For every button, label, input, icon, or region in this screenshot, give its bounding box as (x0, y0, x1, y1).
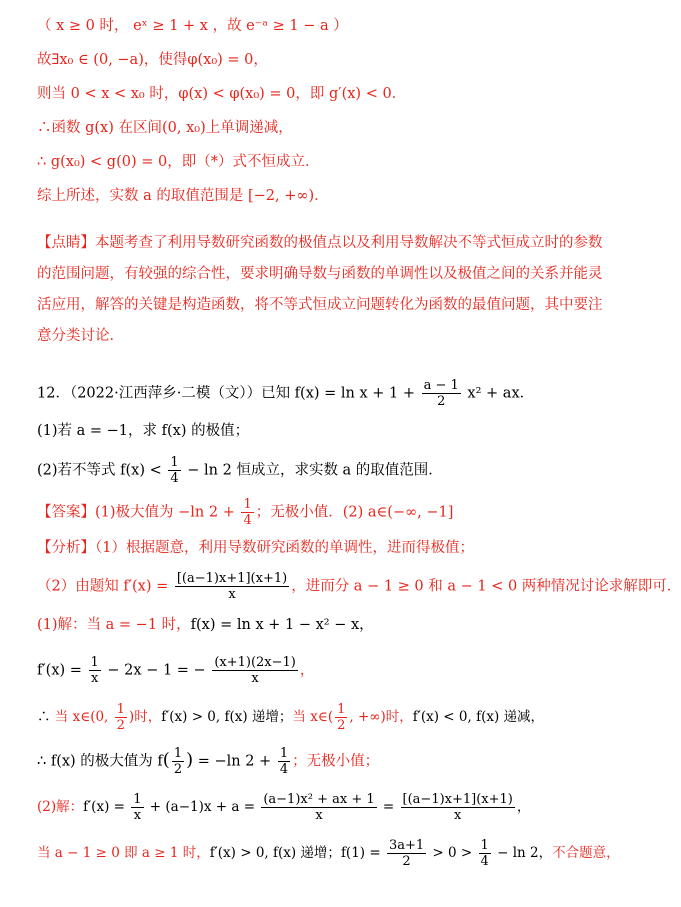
frac-den: x (91, 671, 99, 686)
answer-prefix: 【答案】(1)极大值为 −ln 2 + (37, 504, 240, 521)
frac-num: [(a−1)x+1](x+1) (176, 571, 288, 586)
case-fraction-2 (479, 838, 491, 869)
analysis-2-suffix: ，进而分 a − 1 ≥ 0 和 a − 1 < 0 两种情况讨论求解即可． (291, 578, 681, 595)
not-hold-text: ∴ g(x₀) < g(0) = 0，即（*）式不恒成立． (37, 154, 320, 170)
exists-x0-text: 故∃x₀ ∈ (0, −a)，使得φ(x₀) = 0， (37, 52, 268, 68)
line-conclusion (37, 186, 612, 206)
frac-den: 2 (173, 762, 183, 777)
frac-num: 1 (116, 702, 125, 717)
case-a-ge-1-line (37, 838, 620, 869)
frac-num: [(a−1)x+1](x+1) (402, 792, 513, 807)
solution-2-prefix: f′(x) = (83, 799, 130, 815)
line-decreasing (37, 118, 612, 138)
line-derivative-negative (37, 84, 612, 104)
frac-den: 2 (437, 394, 446, 409)
answer-fraction (241, 497, 253, 528)
sub-question-2 (37, 455, 612, 486)
answer-line (37, 497, 612, 528)
interval-1-end: )时， (128, 709, 162, 725)
frac-num: 1 (337, 702, 346, 717)
frac-den: 4 (243, 513, 252, 528)
decreasing-text: ∴函数 g(x) 在区间(0, x₀)上单调递减， (37, 120, 293, 136)
question-12-prefix: 12．（2022·江西萍乡·二模（文））已知 f(x) = ln x + 1 + (37, 385, 420, 402)
max-value-fraction-2 (278, 746, 290, 777)
solution-2-eq: = (378, 799, 399, 815)
frac-num: 1 (170, 455, 179, 470)
paren-open: ( (162, 749, 170, 771)
max-value-mid: = −ln 2 + (193, 753, 276, 770)
frac-num: a − 1 (423, 378, 459, 393)
interval-2-fraction (335, 702, 347, 733)
max-value-line (37, 746, 612, 777)
case-increasing: f′(x) > 0, f(x) 递增； (209, 845, 341, 861)
max-value-prefix: ∴ f(x) 的极大值为 f (37, 753, 163, 770)
sub-question-1-text: (1)若 a = −1，求 f(x) 的极值； (37, 423, 250, 439)
conclusion-text: 综上所述，实数 a 的取值范围是 [−2, +∞)． (37, 188, 329, 204)
frac-den: x (133, 808, 142, 823)
case-compare: > 0 > (428, 845, 477, 861)
analysis-line-1 (37, 538, 612, 558)
derivative-mid: − 2x − 1 = − (102, 662, 211, 679)
frac-den: x (228, 587, 236, 602)
case-f1-prefix: f(1) = (340, 845, 385, 861)
solution-derivative-line (37, 655, 612, 686)
frac-num: 1 (243, 497, 252, 512)
solution-2-fraction-3 (401, 792, 515, 823)
exp-inequality-text: （ x ≥ 0 时， eˣ ≥ 1 + x ，故 e⁻ᵃ ≥ 1 − a ） (37, 18, 348, 34)
frac-num: 1 (480, 838, 489, 853)
frac-den: 2 (337, 718, 346, 733)
comment-text: 【点睛】本题考查了利用导数研究函数的极值点以及利用导数解决不等式恒成立时的参数的范围问题，有较强的综合性，要求明确导数与函数的单调性以及极值之间的关系并能灵活应用，解答的关键是构造函数，将不等式恒成立问题转化为函数的最值问题，其中要注意分类讨论． (37, 235, 603, 344)
line-exp-inequality (37, 16, 612, 36)
solution-1-line (37, 615, 612, 635)
question-12-suffix: x² + ax． (462, 385, 535, 402)
max-value-suffix: ；无极小值； (292, 753, 380, 770)
sub-question-2-suffix: − ln 2 恒成立，求实数 a 的取值范围． (182, 462, 443, 479)
solution-1-label: (1)解： (37, 617, 87, 633)
derivative-fraction-1 (89, 655, 101, 686)
therefore-symbol: ∴ (37, 709, 55, 725)
frac-den: 4 (170, 471, 179, 486)
max-value-fraction-1 (172, 746, 184, 777)
frac-num: (a−1)x² + ax + 1 (263, 792, 375, 807)
frac-num: 1 (279, 746, 289, 761)
question-12-fraction (422, 378, 461, 409)
frac-den: 2 (116, 718, 125, 733)
interval-1-start: 当 x∈(0, (54, 709, 113, 725)
frac-num: (x+1)(2x−1) (214, 655, 296, 670)
frac-num: 1 (90, 655, 99, 670)
solution-2-suffix: ， (516, 799, 531, 815)
analysis-2-prefix: （2）由题知 f′(x) = (37, 578, 173, 595)
analysis-line-2 (37, 571, 681, 602)
solution-2-fraction-1 (131, 792, 143, 823)
decreasing-text-2: f′(x) < 0, f(x) 递减， (412, 709, 545, 725)
solution-1-function: f(x) = ln x + 1 − x² − x， (190, 617, 374, 633)
frac-den: 2 (402, 854, 411, 869)
frac-den: x (315, 808, 323, 823)
sub-question-1 (37, 421, 612, 441)
case-ln2: − ln 2， (492, 845, 553, 861)
sub-question-2-prefix: (2)若不等式 f(x) < (37, 462, 167, 479)
frac-den: 4 (480, 854, 489, 869)
derivative-negative-text: 则当 0 < x < x₀ 时，φ(x) < φ(x₀) = 0，即 g′(x) < 0． (37, 86, 407, 102)
derivative-prefix: f′(x) = (37, 662, 87, 679)
interval-2-start: 当 x∈( (292, 709, 334, 725)
frac-num: 3a+1 (388, 838, 425, 853)
analysis-2-fraction (175, 571, 289, 602)
case-reject: 不合题意， (552, 845, 620, 861)
paren-close: ) (186, 749, 194, 771)
line-not-hold (37, 152, 612, 172)
solution-2-line (37, 792, 612, 823)
frac-den: 4 (279, 762, 289, 777)
interval-2-end: , +∞)时， (349, 709, 413, 725)
interval-1-fraction (115, 702, 127, 733)
solution-1-condition: 当 a = −1 时， (86, 617, 191, 633)
solution-2-mid: + (a−1)x + a = (145, 799, 260, 815)
derivative-fraction-2 (212, 655, 298, 686)
case-condition: 当 a − 1 ≥ 0 即 a ≥ 1 时， (37, 845, 210, 861)
question-12 (37, 378, 612, 409)
derivative-suffix: ， (299, 662, 315, 679)
solution-2-fraction-2 (261, 792, 376, 823)
line-exists-x0 (37, 50, 612, 70)
frac-den: x (251, 671, 259, 686)
frac-den: x (454, 808, 462, 823)
frac-num: 1 (173, 746, 183, 761)
monotonic-line (37, 702, 612, 733)
comment-paragraph (37, 228, 609, 364)
answer-suffix: ；无极小值．(2) a∈(−∞, −1] (255, 504, 454, 521)
frac-num: 1 (133, 792, 142, 807)
increasing-text: f′(x) > 0, f(x) 递增； (161, 709, 293, 725)
sub-question-2-fraction (168, 455, 180, 486)
analysis-1-text: 【分析】（1）根据题意，利用导数研究函数的单调性，进而得极值； (37, 540, 474, 556)
solution-2-label: (2)解： (37, 799, 84, 815)
case-fraction-1 (387, 838, 426, 869)
